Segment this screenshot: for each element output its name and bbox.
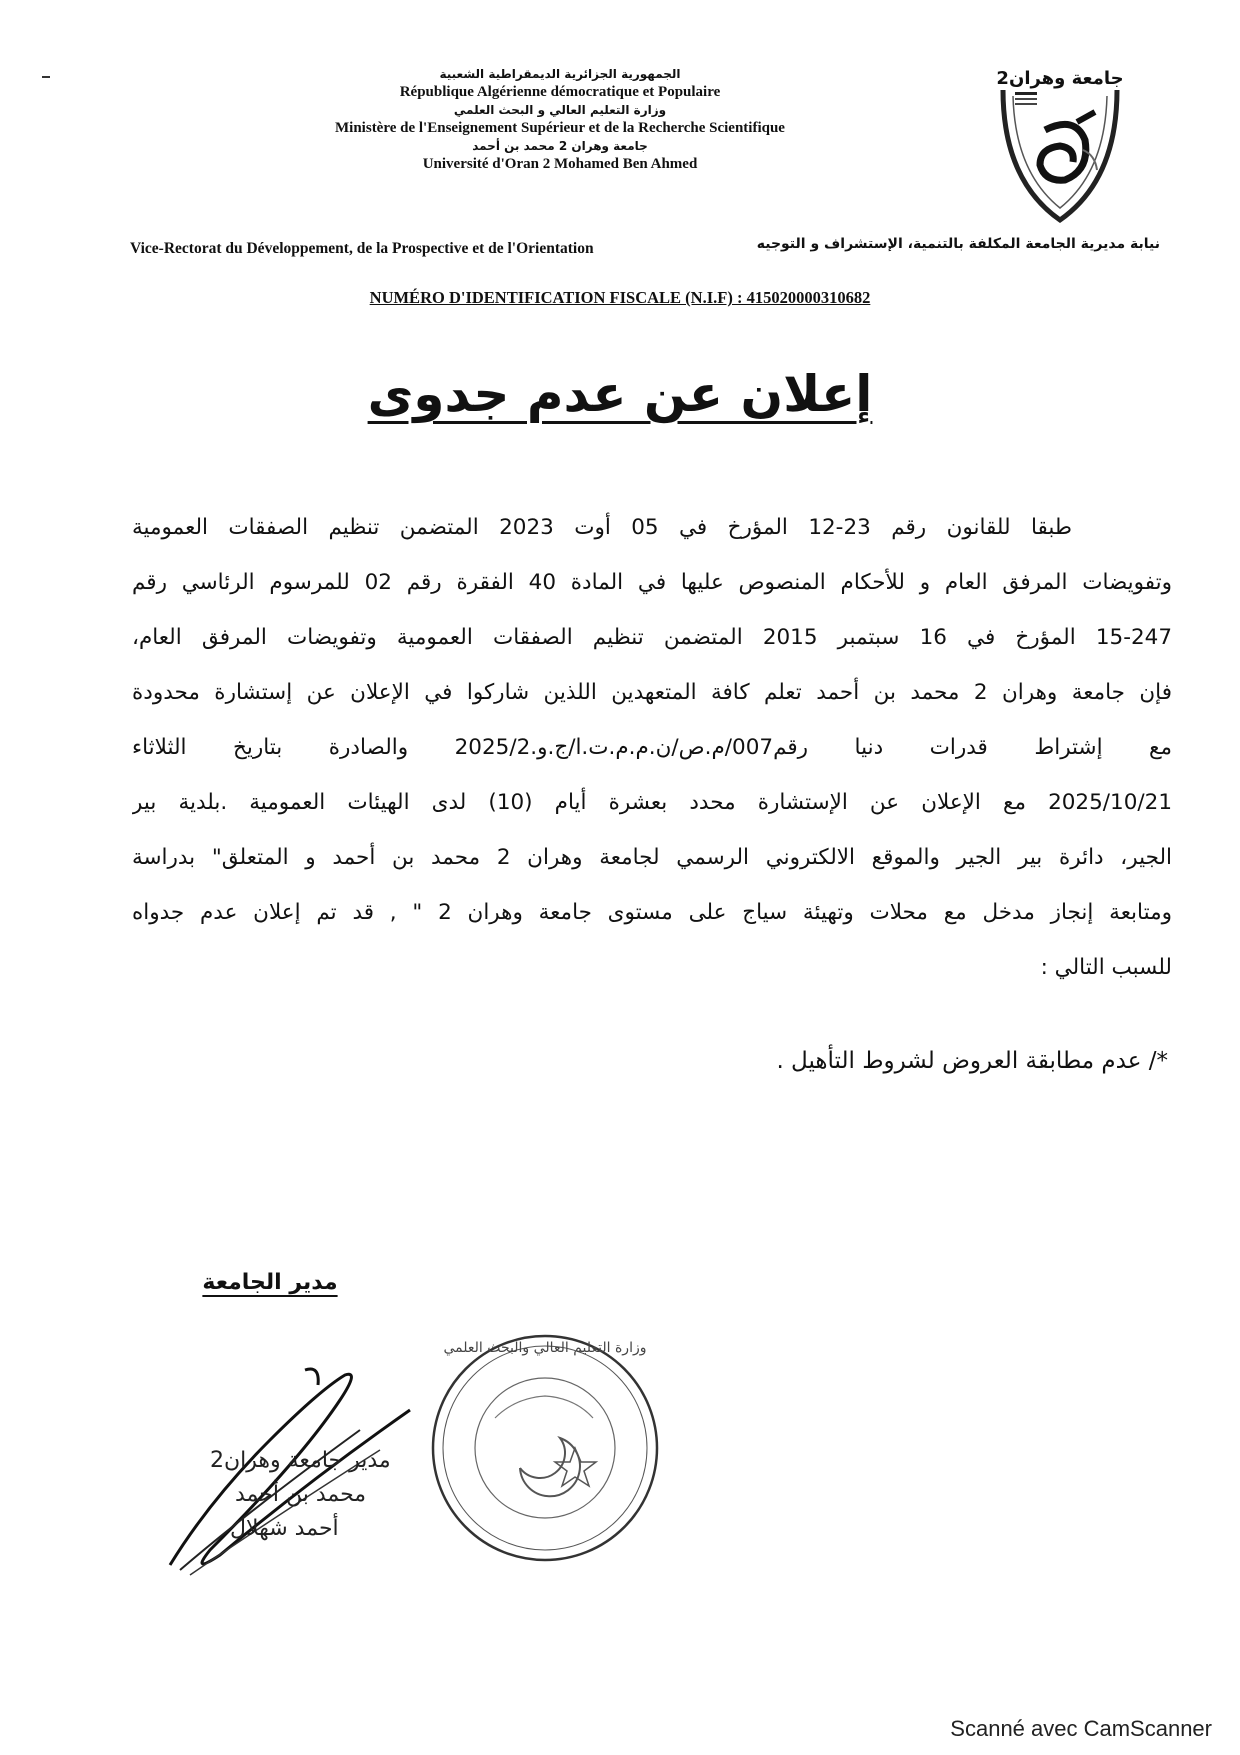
announcement-body [132,500,1172,995]
vice-rectorat-fr: Vice-Rectorat du Développement, de la Prospective et de l'Orientation [130,240,594,257]
vice-rectorat-ar: نيابة مديرية الجامعة المكلفة بالتنمية، الإستشراف و التوجيه [756,236,1160,252]
body-line: 2025/10/21 مع الإعلان عن الإستشارة محدد بعشرة أيام (10) لدى الهيئات العمومية .بلدية بير [132,790,1172,815]
university-logo [985,60,1135,230]
signature-line-1: مدير جامعة وهران2 [210,1448,391,1473]
header-ministry-ar: وزارة التعليم العالي و البحث العلمي [453,103,667,117]
header-ministry-fr: Ministère de l'Enseignement Supérieur et de la Recherche Scientifique [335,120,785,136]
body-line: فإن جامعة وهران 2 محمد بن أحمد تعلم كافة المتعهدين اللذين شاركوا في الإعلان عن إستشارة محدودة [132,680,1172,705]
official-stamp [425,1328,665,1568]
signatory-role-text: مدير الجامعة [202,1270,338,1295]
stamp-text: وزارة التعليم العالي والبحث العلمي [443,1340,647,1356]
header-university-ar: جامعة وهران 2 محمد بن أحمد [472,139,648,153]
nif-text: NUMÉRO D'IDENTIFICATION FISCALE (N.I.F) : 415020000310682 [369,288,871,307]
logo-title: جامعة وهران2 [996,68,1124,89]
document-title-text: إعلان عن عدم جدوى [367,365,873,423]
reason-text: */ عدم مطابقة العروض لشروط التأهيل . [776,1048,1168,1074]
header-republic-fr: République Algérienne démocratique et Populaire [399,84,721,100]
body-line: طبقا للقانون رقم 23-12 المؤرخ في 05 أوت 2023 المتضمن تنظيم الصفقات العمومية [132,515,1072,540]
signature-line-2: محمد بن أحمد [235,1482,367,1507]
body-line: 15-247 المؤرخ في 16 سبتمبر 2015 المتضمن تنظيم الصفقات العمومية وتفويضات المرفق العام، [132,625,1172,650]
body-line: ومتابعة إنجاز مدخل مع محلات وتهيئة سياج على مستوى جامعة وهران 2 " , قد تم إعلان عدم جدواه [132,900,1172,925]
body-line: وتفويضات المرفق العام و للأحكام المنصوص عليها في المادة 40 الفقرة رقم 02 للمرسوم الرئاسي رقم [132,570,1172,595]
scan-mark [42,76,50,78]
header-block [300,66,820,174]
body-line: للسبب التالي : [1040,955,1172,980]
document-title [0,365,1240,423]
body-line: الجير، دائرة بير الجير والموقع الالكتروني الرسمي لجامعة وهران 2 محمد بن أحمد و المتعلق" بدراسة [132,845,1172,870]
signatory-role [160,1270,380,1295]
header-university-fr: Université d'Oran 2 Mohamed Ben Ahmed [422,156,698,172]
nif-line [0,288,1240,308]
scanner-watermark: Scanné avec CamScanner [950,1716,1212,1741]
seal-icon [425,1328,665,1568]
signature-line-3: أحمد شهلال [230,1516,339,1541]
body-line: مع إشتراط قدرات دنيا رقم007/م.ص/ن.م.م.ت.ا/ج.و.2025/2 والصادرة بتاريخ الثلاثاء [132,735,1172,760]
header-republic-ar: الجمهورية الجزائرية الديمقراطية الشعبية [439,67,681,81]
